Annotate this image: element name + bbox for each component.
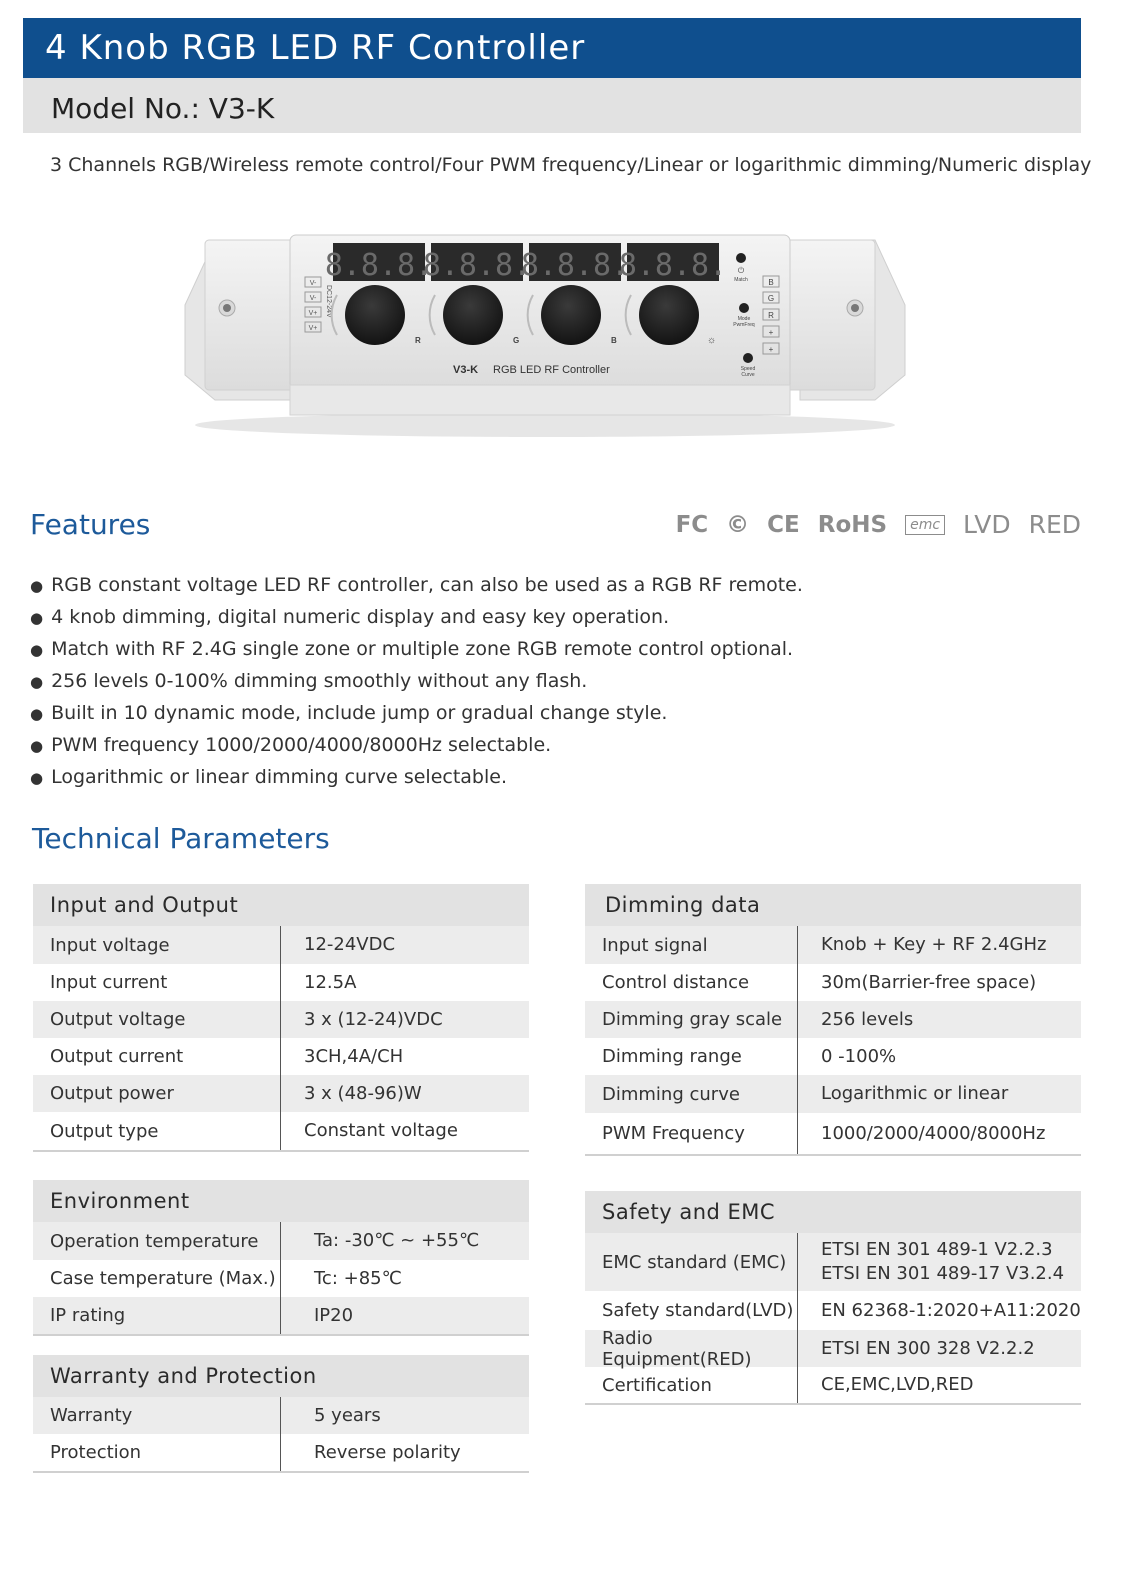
out-terminal-r: R (768, 311, 774, 320)
param-value: ETSI EN 300 328 V2.2.2 (821, 1337, 1035, 1359)
param-value: 256 levels (821, 1008, 914, 1030)
table-row (33, 1038, 529, 1075)
param-value: 3CH,4A/CH (304, 1045, 404, 1067)
feature-item: ● Logarithmic or linear dimming curve selectable. (30, 762, 803, 794)
display-digits-3: 8.8.8. (520, 248, 630, 283)
svg-text:PwmFreq: PwmFreq (733, 322, 755, 328)
param-key: Case temperature (Max.) (33, 1260, 281, 1297)
param-value (798, 1238, 1064, 1286)
page-title: 4 Knob RGB LED RF Controller (45, 28, 586, 68)
table-row (585, 1367, 1081, 1403)
emc-logo: emc (905, 515, 945, 535)
table-row (585, 1113, 1081, 1154)
numeric-display (325, 243, 727, 283)
warranty-table (33, 1355, 529, 1473)
svg-text:Speed: Speed (740, 366, 756, 372)
param-key: Safety standard(LVD) (585, 1291, 798, 1330)
param-key: Certification (585, 1367, 798, 1403)
param-value: Constant voltage (304, 1120, 458, 1141)
param-key: IP rating (33, 1297, 281, 1334)
fcc-logo: FC (675, 511, 709, 538)
param-value: 12-24VDC (304, 934, 396, 955)
table-heading: Safety and EMC (585, 1191, 1081, 1233)
param-key: Warranty (33, 1397, 281, 1434)
table-row (585, 1001, 1081, 1038)
table-row (33, 1397, 529, 1434)
param-value: Logarithmic or linear (821, 1083, 1009, 1104)
table-heading: Environment (33, 1180, 529, 1222)
certification-logos (676, 510, 1081, 539)
param-key: Dimming gray scale (585, 1001, 798, 1038)
param-key: Operation temperature (33, 1222, 281, 1260)
param-key: EMC standard (EMC) (585, 1233, 798, 1291)
table-row (585, 1291, 1081, 1330)
tech-params-title: Technical Parameters (32, 822, 330, 855)
knob-label-b: B (611, 336, 617, 345)
param-value: EN 62368-1:2020+A11:2020 (821, 1299, 1081, 1321)
param-value: 5 years (314, 1404, 381, 1426)
table-heading: Input and Output (33, 884, 529, 926)
out-terminal-plus-1: + (768, 328, 774, 337)
param-key: Output power (33, 1075, 281, 1112)
param-value: Knob + Key + RF 2.4GHz (821, 934, 1047, 955)
table-row (585, 926, 1081, 964)
param-key: Protection (33, 1434, 281, 1471)
table-row (33, 1112, 529, 1150)
display-digits-2: 8.8.8. (422, 248, 532, 283)
param-key: Output type (33, 1112, 281, 1150)
product-image (175, 225, 915, 440)
feature-item: ● RGB constant voltage LED RF controller, can also be used as a RGB RF remote. (30, 570, 803, 602)
param-value-line-1: ETSI EN 301 489-1 V2.2.3 (821, 1239, 1053, 1260)
out-terminal-b: B (768, 278, 774, 287)
environment-table (33, 1180, 529, 1336)
param-key: Dimming range (585, 1038, 798, 1075)
table-row (33, 1297, 529, 1334)
param-key: Output voltage (33, 1001, 281, 1038)
table-row (585, 1233, 1081, 1291)
param-key: PWM Frequency (585, 1113, 798, 1154)
dimming-table (585, 884, 1081, 1156)
product-label: V3-K (453, 364, 479, 376)
param-value-line-2: ETSI EN 301 489-17 V3.2.4 (821, 1263, 1065, 1284)
table-row (33, 1260, 529, 1297)
feature-item: ● PWM frequency 1000/2000/4000/8000Hz selectable. (30, 730, 803, 762)
table-heading: Dimming data (585, 884, 1081, 926)
param-value: Reverse polarity (314, 1441, 461, 1463)
compliance-logo: © (726, 511, 750, 538)
terminal-3: V+ (308, 310, 318, 317)
table-row (33, 1075, 529, 1112)
table-row (33, 1222, 529, 1260)
param-value: Tc: +85℃ (314, 1267, 402, 1289)
display-digits-4: 8.8.8. (618, 248, 728, 283)
param-value: IP20 (314, 1304, 354, 1326)
param-key: Input signal (585, 926, 798, 964)
feature-item: ● 4 knob dimming, digital numeric display and easy key operation. (30, 602, 803, 634)
table-row (33, 926, 529, 964)
svg-text:Mode: Mode (737, 316, 751, 322)
ce-logo: CE (767, 511, 800, 538)
param-key: Control distance (585, 964, 798, 1001)
param-value: 0 -100% (821, 1045, 897, 1067)
param-value: 1000/2000/4000/8000Hz (821, 1122, 1046, 1144)
features-list (30, 570, 803, 794)
table-heading: Warranty and Protection (33, 1355, 529, 1397)
terminal-2: V- (309, 295, 317, 302)
button-match-label: Match (734, 277, 748, 283)
table-row (585, 964, 1081, 1001)
product-subtitle: 3 Channels RGB/Wireless remote control/Four PWM frequency/Linear or logarithmic dimming/Numeric display (50, 154, 1092, 176)
model-number: Model No.: V3-K (51, 92, 275, 125)
param-value: CE,EMC,LVD,RED (821, 1374, 974, 1395)
knob-label-brightness: ☼ (707, 335, 717, 346)
param-key: Output current (33, 1038, 281, 1075)
param-key: Dimming curve (585, 1075, 798, 1113)
svg-text:⏻: ⏻ (737, 266, 745, 275)
input-output-table (33, 884, 529, 1152)
terminal-1: V- (309, 280, 317, 287)
svg-text:Curve: Curve (741, 372, 755, 378)
feature-item: ● 256 levels 0-100% dimming smoothly without any flash. (30, 666, 803, 698)
terminal-4: V+ (308, 325, 318, 332)
feature-item: ● Match with RF 2.4G single zone or multiple zone RGB remote control optional. (30, 634, 803, 666)
out-terminal-g: G (767, 294, 775, 303)
feature-item: ● Built in 10 dynamic mode, include jump or gradual change style. (30, 698, 803, 730)
voltage-label: DC12-24V (325, 285, 332, 318)
red-logo: RED (1028, 510, 1081, 539)
table-row (585, 1327, 1081, 1370)
param-value: 12.5A (304, 971, 357, 993)
param-value: 3 x (48-96)W (304, 1082, 422, 1104)
safety-table (585, 1191, 1081, 1405)
table-row (33, 964, 529, 1001)
table-row (585, 1038, 1081, 1075)
param-key: Input voltage (33, 926, 281, 964)
param-key: Radio Equipment(RED) (585, 1330, 798, 1367)
title-bar (23, 18, 1081, 78)
param-value: Ta: -30℃ ~ +55℃ (314, 1230, 480, 1251)
product-label-text: RGB LED RF Controller (493, 364, 610, 376)
rohs-logo: RoHS (817, 511, 888, 538)
table-row (585, 1075, 1081, 1113)
table-row (33, 1001, 529, 1038)
param-key: Input current (33, 964, 281, 1001)
knob-label-r: R (415, 336, 421, 345)
param-value: 3 x (12-24)VDC (304, 1008, 443, 1030)
table-row (33, 1434, 529, 1471)
display-digits-1: 8.8.8. (324, 248, 434, 283)
out-terminal-plus-2: + (768, 345, 774, 354)
lvd-logo: LVD (963, 510, 1011, 539)
knob-label-g: G (513, 336, 520, 345)
features-title: Features (30, 508, 151, 541)
param-value: 30m(Barrier-free space) (821, 971, 1037, 993)
model-bar (23, 78, 1081, 133)
